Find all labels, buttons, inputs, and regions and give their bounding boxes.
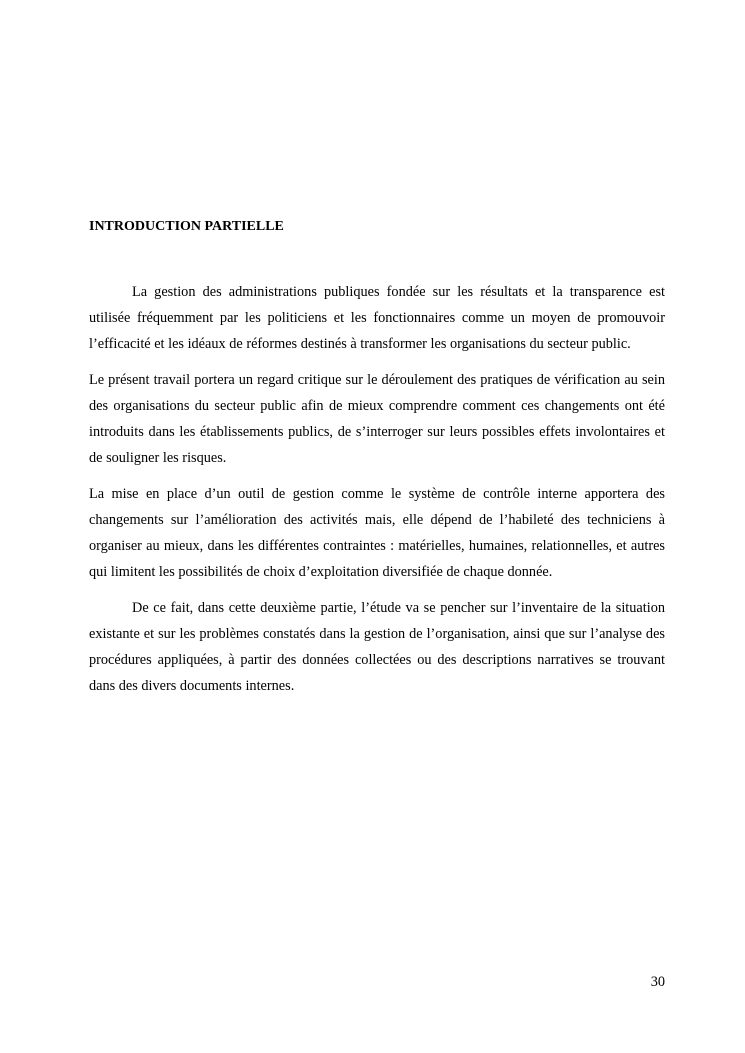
page-number: 30 <box>650 974 665 990</box>
paragraph-3: La mise en place d’un outil de gestion comme le système de contrôle interne apportera des changements sur l’amélioration des activités mais, elle dépend de l’habileté des techniciens à organiser au mieux, dans les différentes contraintes : matérielles, humaines, relationnelles, et autres qui limitent les possibilités de choix d’exploitation diversifiée de chaque donnée. <box>89 486 665 580</box>
paragraph-2: Le présent travail portera un regard critique sur le déroulement des pratiques de vérification au sein des organisations du secteur public afin de mieux comprendre comment ces changements ont été introduits dans les établissements publics, de s’interroger sur leurs possibles effets involontaires et de souligner les risques. <box>89 372 665 466</box>
section-heading: INTRODUCTION PARTIELLE <box>89 219 284 234</box>
paragraph-1: La gestion des administrations publiques fondée sur les résultats et la transparence est utilisée fréquemment par les politiciens et les fonctionnaires comme un moyen de promouvoir l’efficacité et les idéaux de réformes destinés à transformer les organisations du secteur public. <box>89 284 665 352</box>
paragraph-4: De ce fait, dans cette deuxième partie, l’étude va se pencher sur l’inventaire de la situation existante et sur les problèmes constatés dans la gestion de l’organisation, ainsi que sur l’analyse des procédures appliquées, à partir des données collectées ou des descriptions narratives se trouvant dans des divers documents internes. <box>89 600 665 694</box>
body-text <box>89 279 665 709</box>
